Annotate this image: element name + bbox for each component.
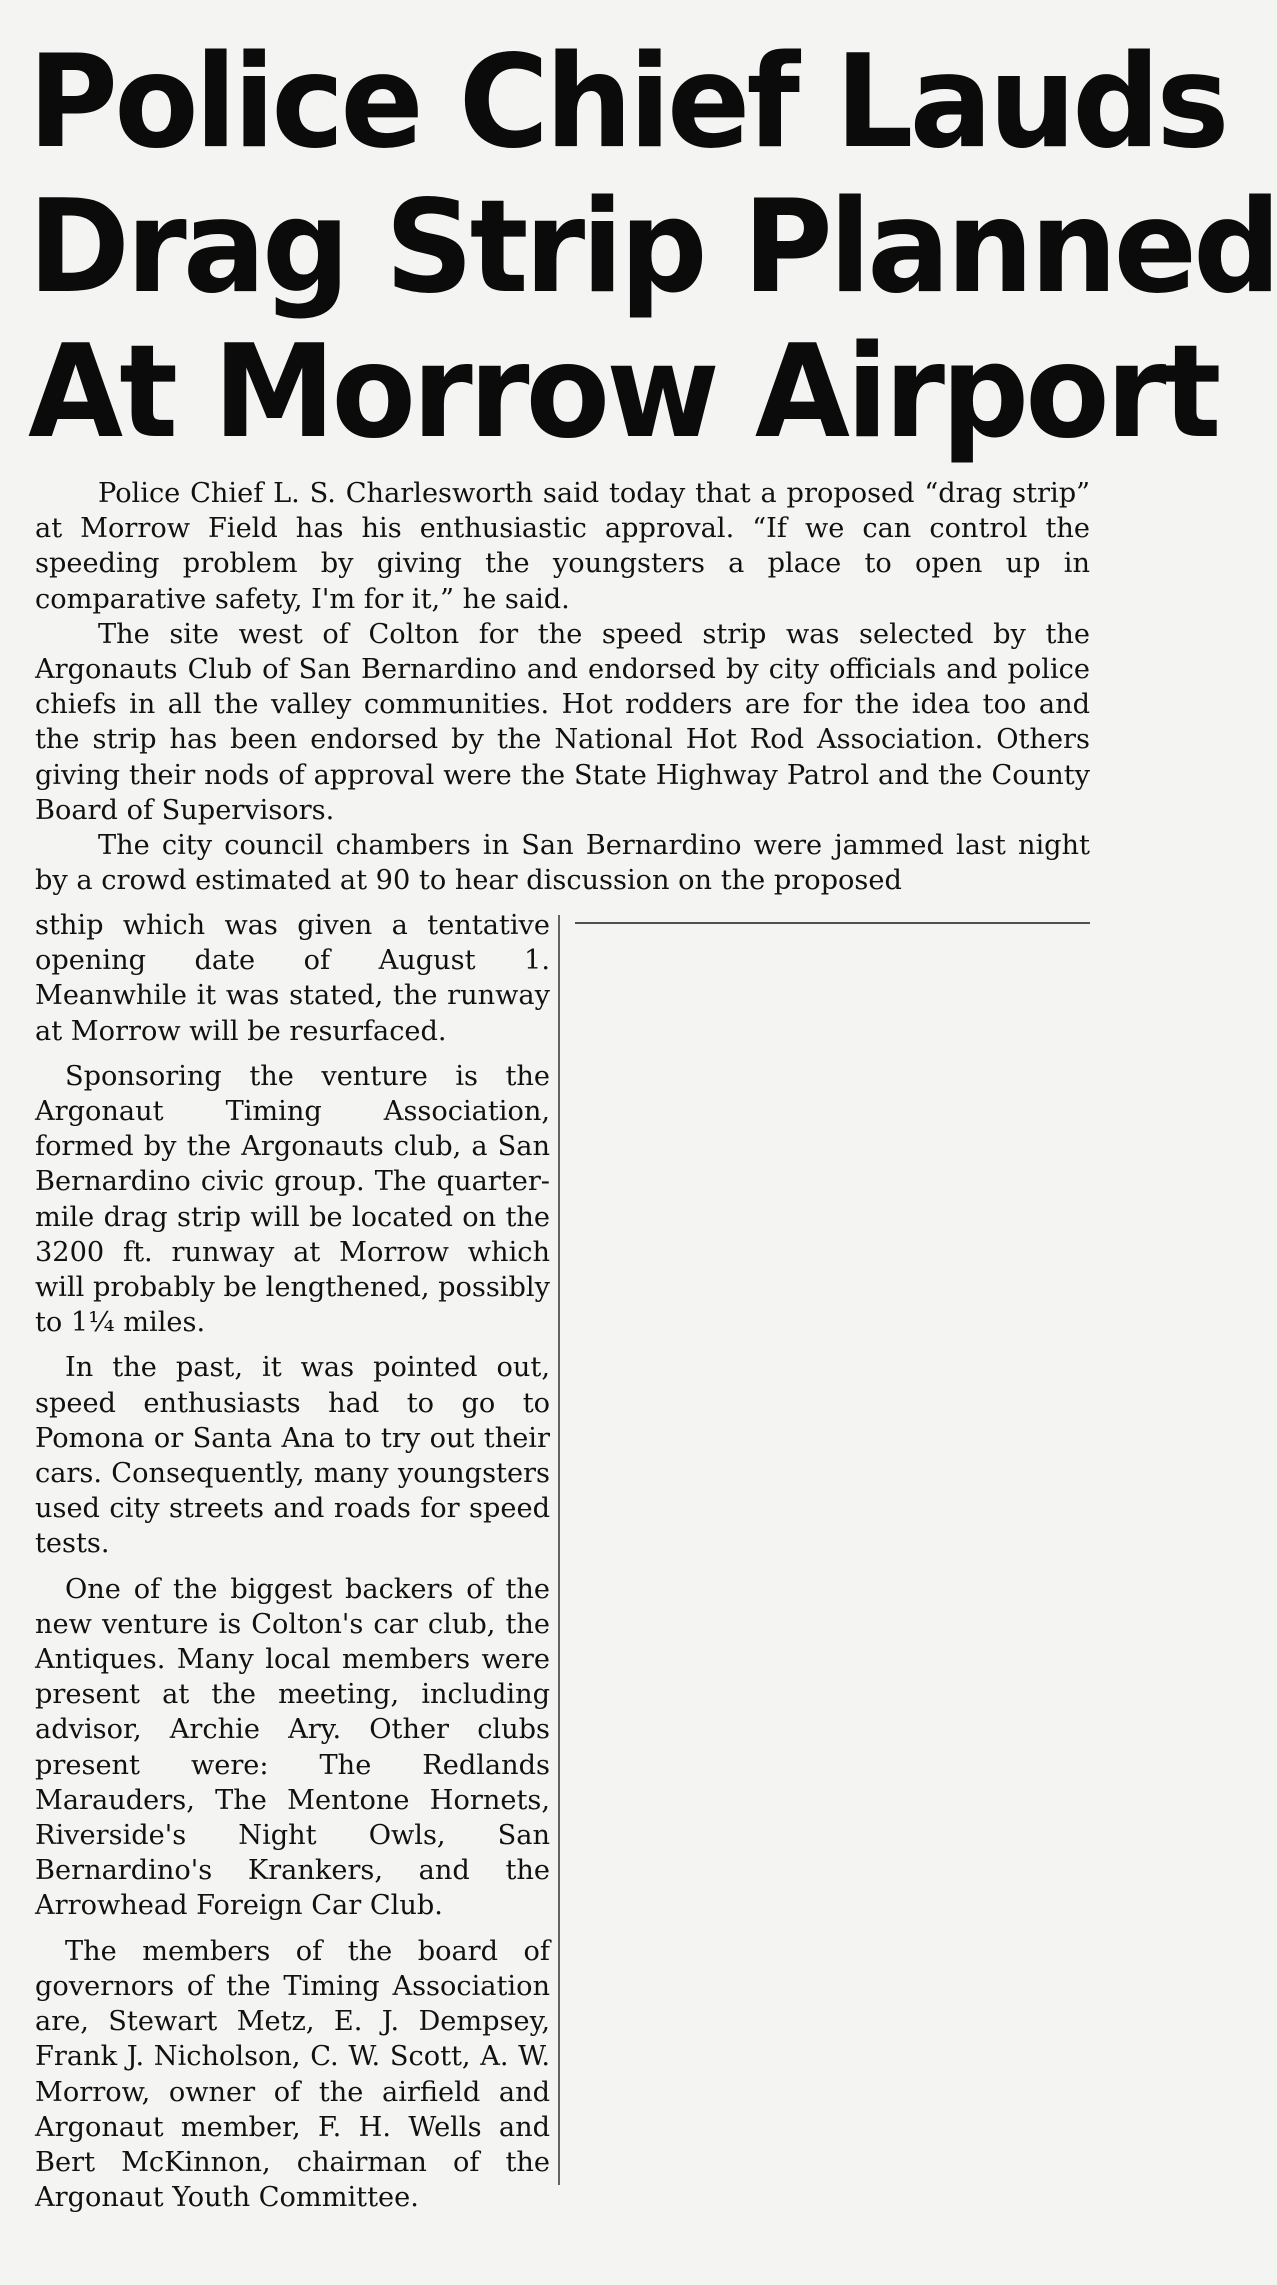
headline-line-2: Drag Strip Planned — [28, 173, 1277, 322]
lead-paragraph-1: Police Chief L. S. Charlesworth said today that a proposed “drag strip” at Morrow Field has his enthusiastic approval. “If we can control the speeding problem by giving the youngsters a place to open up in comparative safety, I'm for it,” he said. — [35, 478, 1090, 615]
lead-text — [35, 476, 1090, 898]
column-paragraph-2: Sponsoring the venture is the Argonaut Timing Association, formed by the Argonauts club, a San Bernardino civic group. The quarter-mile drag strip will be located on the 3200 ft. runway at Morrow which will probably be lengthened, possibly to 1¼ miles. — [35, 1060, 550, 1339]
column-divider-horizontal — [575, 922, 1090, 924]
column-divider-vertical — [558, 915, 560, 2185]
article-column — [35, 908, 550, 2225]
column-paragraph-5: The members of the board of governors of the Timing Association are, Stewart Metz, E. J. Dempsey, Frank J. Nicholson, C. W. Scott, A. W. Morrow, owner of the airfield and Argonaut member, F. H. Wells and Bert McKinnon, chairman of the Argonaut Youth Committee. — [35, 1935, 550, 2214]
lead-paragraph-3: The city council chambers in San Bernardino were jammed last night by a crowd estimated at 90 to hear discussion on the proposed — [35, 830, 1090, 897]
headline-line-1: Police Chief Lauds — [28, 28, 1226, 177]
lead-paragraph-2: The site west of Colton for the speed strip was selected by the Argonauts Club of San Bernardino and endorsed by city officials and police chiefs in all the valley communities. Hot rodders are for the idea too and the strip has been endorsed by the National Hot Rod Association. Others giving their nods of approval were the State Highway Patrol and the County Board of Supervisors. — [35, 618, 1090, 826]
headline — [28, 28, 1277, 467]
headline-line-3: At Morrow Airport — [28, 318, 1218, 467]
column-paragraph-3: In the past, it was pointed out, speed enthusiasts had to go to Pomona or Santa Ana to try out their cars. Consequently, many youngsters used city streets and roads for speed tests. — [35, 1352, 550, 1560]
column-paragraph-4: One of the biggest backers of the new venture is Colton's car club, the Antiques. Many local members were present at the meeting, including advisor, Archie Ary. Other clubs present were: The Redlands Marauders, The Mentone Hornets, Riverside's Night Owls, San Bernardino's Krankers, and the Arrowhead Foreign Car Club. — [35, 1573, 550, 1922]
column-paragraph-1: sthip which was given a tentative opening date of August 1. Meanwhile it was stated, the runway at Morrow will be resurfaced. — [35, 910, 550, 1047]
